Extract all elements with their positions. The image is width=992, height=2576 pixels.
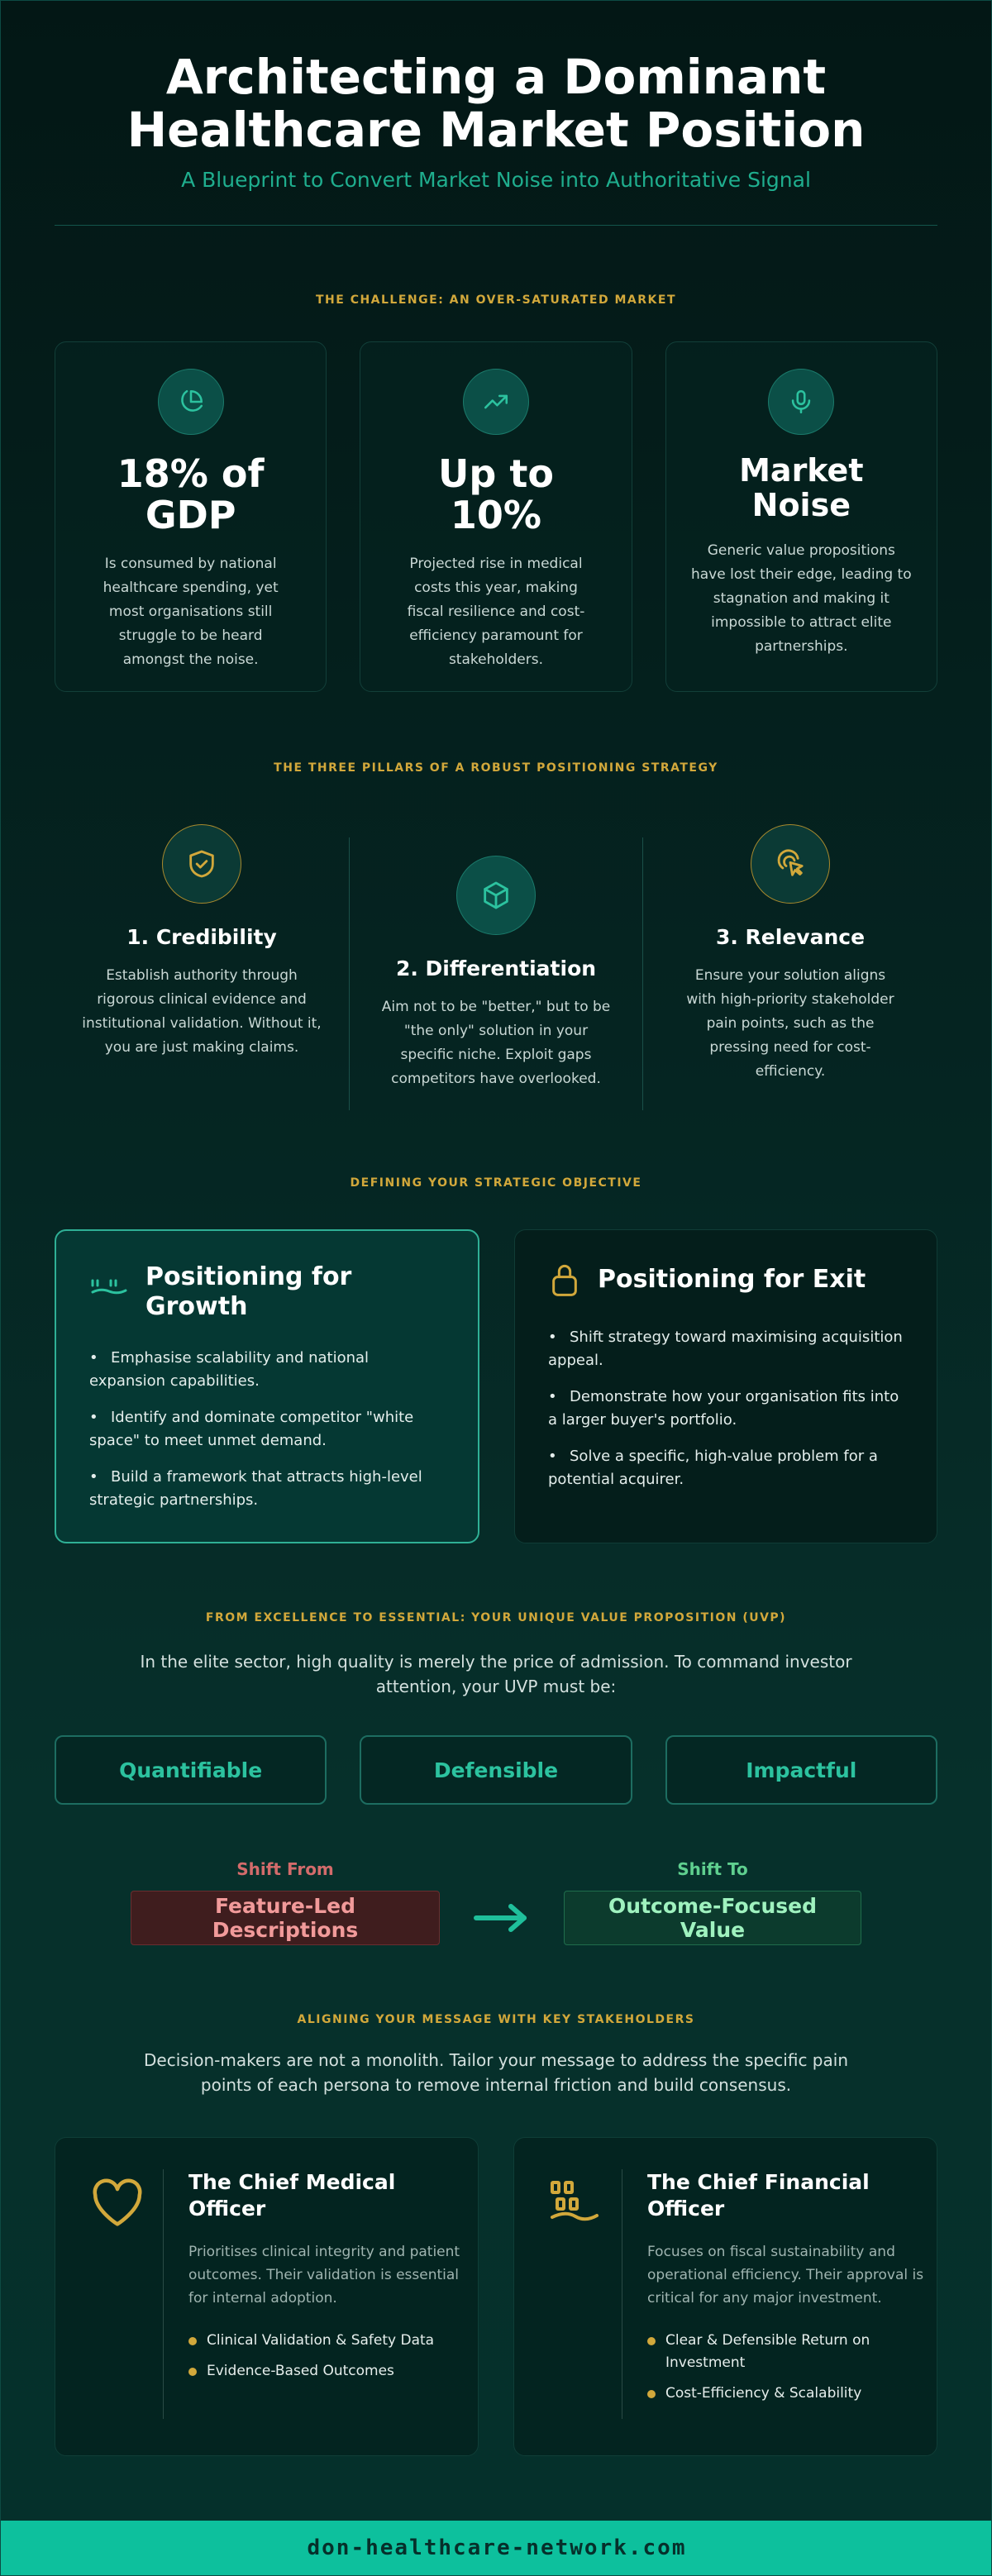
shield-check-icon — [162, 824, 241, 904]
objective-cards — [55, 1229, 937, 1543]
uvp-quality-quantifiable: Quantifiable — [55, 1735, 327, 1805]
target-pointer-icon — [751, 824, 830, 904]
uvp-qualities — [55, 1735, 937, 1805]
stakeholder-points — [188, 2330, 470, 2383]
heart-icon — [88, 2169, 163, 2455]
growth-card — [55, 1229, 479, 1543]
stat-description: Generic value propositions have lost their edge, leading to stagnation and making it impossible to attract elite partnerships. — [690, 542, 912, 655]
stat-description: Is consumed by national healthcare spending, yet most organisations still struggle to be heard amongst the noise. — [103, 556, 279, 668]
list-item: • Shift strategy toward maximising acquisition appeal. — [548, 1329, 903, 1369]
page-title: Architecting a Dominant Healthcare Market Position — [126, 49, 866, 158]
list-item: • Build a framework that attracts high-level strategic partnerships. — [89, 1468, 422, 1509]
lock-icon — [548, 1262, 581, 1301]
list-item: Clinical Validation & Safety Data — [188, 2330, 470, 2352]
stat-value: 18% of GDP — [117, 451, 265, 537]
shift-to-value: Outcome-Focused Value — [564, 1891, 861, 1945]
pillar-title: 2. Differentiation — [395, 956, 597, 980]
stakeholder-card-cfo — [513, 2137, 937, 2456]
cube-icon — [456, 856, 536, 935]
stakeholder-description: Focuses on fiscal sustainability and operational efficiency. Their approval is critical for any major investment. — [647, 2244, 924, 2306]
stakeholder-cards — [55, 2137, 937, 2456]
stakeholder-body — [188, 2169, 470, 2455]
list-item: Clear & Defensible Return on Investment — [647, 2330, 928, 2374]
objective-section-label: DEFINING YOUR STRATEGIC OBJECTIVE — [350, 1176, 642, 1190]
challenge-section-label: THE CHALLENGE: AN OVER-SATURATED MARKET — [315, 293, 676, 307]
shift-from-value: Feature-Led Descriptions — [131, 1891, 440, 1945]
list-item: • Demonstrate how your organisation fits into a larger buyer's portfolio. — [548, 1388, 899, 1429]
stat-card-cost-rise — [360, 341, 632, 692]
shift-from-label: Shift From — [236, 1859, 334, 1879]
pillar-relevance — [643, 824, 937, 1110]
shift-from — [131, 1859, 440, 1945]
stakeholder-description: Prioritises clinical integrity and patient outcomes. Their validation is essential for internal adoption. — [188, 2244, 460, 2306]
growth-list — [89, 1347, 445, 1512]
list-item: • Identify and dominate competitor "white space" to meet unmet demand. — [89, 1409, 414, 1449]
growth-chart-icon — [89, 1274, 129, 1309]
page-subtitle: A Blueprint to Convert Market Noise into Authoritative Signal — [181, 168, 811, 192]
pillars-row — [55, 824, 937, 1110]
pillar-title: 3. Relevance — [715, 925, 866, 949]
exit-card — [514, 1229, 937, 1543]
stakeholders-intro: Decision-makers are not a monolith. Tailor your message to address the specific pain points of each persona to remove internal friction and build consensus. — [144, 2050, 848, 2095]
growth-card-header — [89, 1262, 445, 1322]
microphone-icon — [768, 369, 834, 435]
stakeholder-divider — [163, 2169, 164, 2419]
shift-to-label: Shift To — [677, 1859, 748, 1879]
pillar-differentiation — [349, 837, 643, 1110]
shift-to — [564, 1859, 861, 1945]
pie-chart-icon — [158, 369, 224, 435]
stat-value: Market Noise — [739, 452, 864, 523]
list-item: Cost-Efficiency & Scalability — [647, 2383, 928, 2405]
exit-list — [548, 1326, 904, 1491]
arrow-right-icon — [473, 1891, 531, 1945]
finance-chart-icon — [547, 2169, 622, 2455]
pillar-description: Establish authority through rigorous clinical evidence and institutional validation. Without it, you are just making claims. — [82, 967, 322, 1056]
challenge-cards — [55, 341, 937, 692]
list-item: Evidence-Based Outcomes — [188, 2360, 470, 2383]
shift-row — [1, 1859, 991, 1945]
trending-up-icon — [463, 369, 529, 435]
uvp-section-label: FROM EXCELLENCE TO ESSENTIAL: YOUR UNIQUE VALUE PROPOSITION (UVP) — [205, 1611, 787, 1624]
stakeholders-section-label: ALIGNING YOUR MESSAGE WITH KEY STAKEHOLDERS — [297, 2013, 695, 2026]
uvp-intro: In the elite sector, high quality is merely the price of admission. To command investor attention, your UVP must be: — [140, 1652, 852, 1696]
exit-card-header — [548, 1262, 904, 1301]
stat-description: Projected rise in medical costs this year, making fiscal resilience and cost-efficiency paramount for stakeholders. — [407, 556, 585, 668]
stakeholder-title: The Chief Medical Officer — [188, 2170, 396, 2221]
header — [1, 1, 991, 192]
stat-card-market-noise — [665, 341, 937, 692]
uvp-quality-defensible: Defensible — [360, 1735, 632, 1805]
header-divider — [55, 225, 937, 226]
pillar-credibility — [55, 824, 349, 1110]
footer-url[interactable]: don-healthcare-network.com — [1, 2521, 992, 2575]
exit-card-title: Positioning for Exit — [598, 1265, 866, 1294]
stakeholder-body — [647, 2169, 928, 2455]
stakeholder-card-cmo — [55, 2137, 479, 2456]
pillars-section-label: THE THREE PILLARS OF A ROBUST POSITIONING STRATEGY — [274, 761, 718, 775]
growth-card-title: Positioning for Growth — [145, 1262, 352, 1321]
pillar-description: Aim not to be "better," but to be "the only" solution in your specific niche. Exploit gaps competitors have overlooked. — [381, 999, 611, 1087]
stakeholder-points — [647, 2330, 928, 2405]
pillar-description: Ensure your solution aligns with high-priority stakeholder pain points, such as the pressing need for cost-efficiency. — [686, 967, 894, 1080]
uvp-quality-impactful: Impactful — [665, 1735, 937, 1805]
stat-value: Up to 10% — [438, 451, 554, 537]
pillar-title: 1. Credibility — [126, 925, 277, 949]
list-item: • Solve a specific, high-value problem for a potential acquirer. — [548, 1448, 878, 1488]
list-item: • Emphasise scalability and national expansion capabilities. — [89, 1349, 370, 1390]
stat-card-gdp — [55, 341, 327, 692]
stakeholder-title: The Chief Financial Officer — [647, 2170, 870, 2221]
